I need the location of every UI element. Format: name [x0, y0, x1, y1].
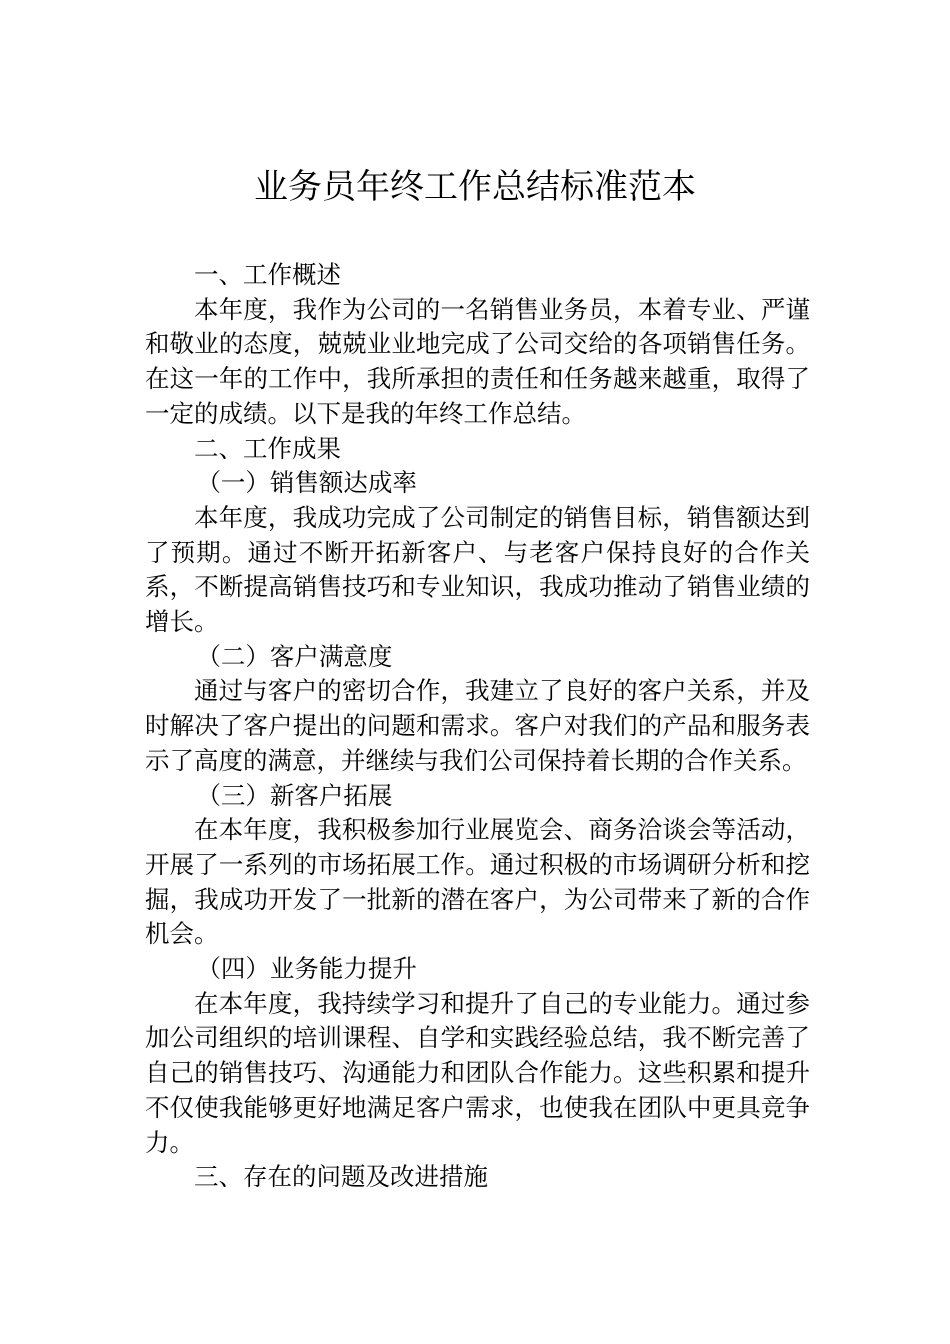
subsection-heading: （三）新客户拓展	[196, 780, 393, 810]
subsection-heading: （二）客户满意度	[196, 641, 393, 671]
subsection-heading: （四）业务能力提升	[196, 954, 417, 984]
paragraph: 通过与客户的密切合作，我建立了良好的客户关系，并及时解决了客户提出的问题和需求。客户对我们的产品和服务表示了高度的满意，并继续与我们公司保持着长期的合作关系。	[145, 676, 810, 775]
paragraph: 本年度，我作为公司的一名销售业务员，本着专业、严谨和敬业的态度，兢兢业业地完成了公司交给的各项销售任务。在这一年的工作中，我所承担的责任和任务越来越重，取得了一定的成绩。以下是我的年终工作总结。	[145, 294, 810, 428]
section-heading: 二、工作成果	[194, 433, 341, 463]
paragraph: 本年度，我成功完成了公司制定的销售目标，销售额达到了预期。通过不断开拓新客户、与老客户保持良好的合作关系，不断提高销售技巧和专业知识，我成功推动了销售业绩的增长。	[145, 502, 810, 637]
section-heading: 一、工作概述	[194, 260, 341, 289]
paragraph: 在本年度，我持续学习和提升了自己的专业能力。通过参加公司组织的培训课程、自学和实践经验总结，我不断完善了自己的销售技巧、沟通能力和团队合作能力。这些积累和提升不仅使我能够更好地满足客户需求，也使我在团队中更具竞争力。	[145, 988, 810, 1157]
document-title: 业务员年终工作总结标准范本	[254, 167, 696, 207]
document-body	[145, 258, 810, 1195]
paragraph: 在本年度，我积极参加行业展览会、商务洽谈会等活动，开展了一系列的市场拓展工作。通过积极的市场调研分析和挖掘，我成功开发了一批新的潜在客户，为公司带来了新的合作机会。	[145, 815, 810, 949]
section-heading: 三、存在的问题及改进措施	[194, 1162, 488, 1192]
subsection-heading: （一）销售额达成率	[196, 468, 417, 498]
